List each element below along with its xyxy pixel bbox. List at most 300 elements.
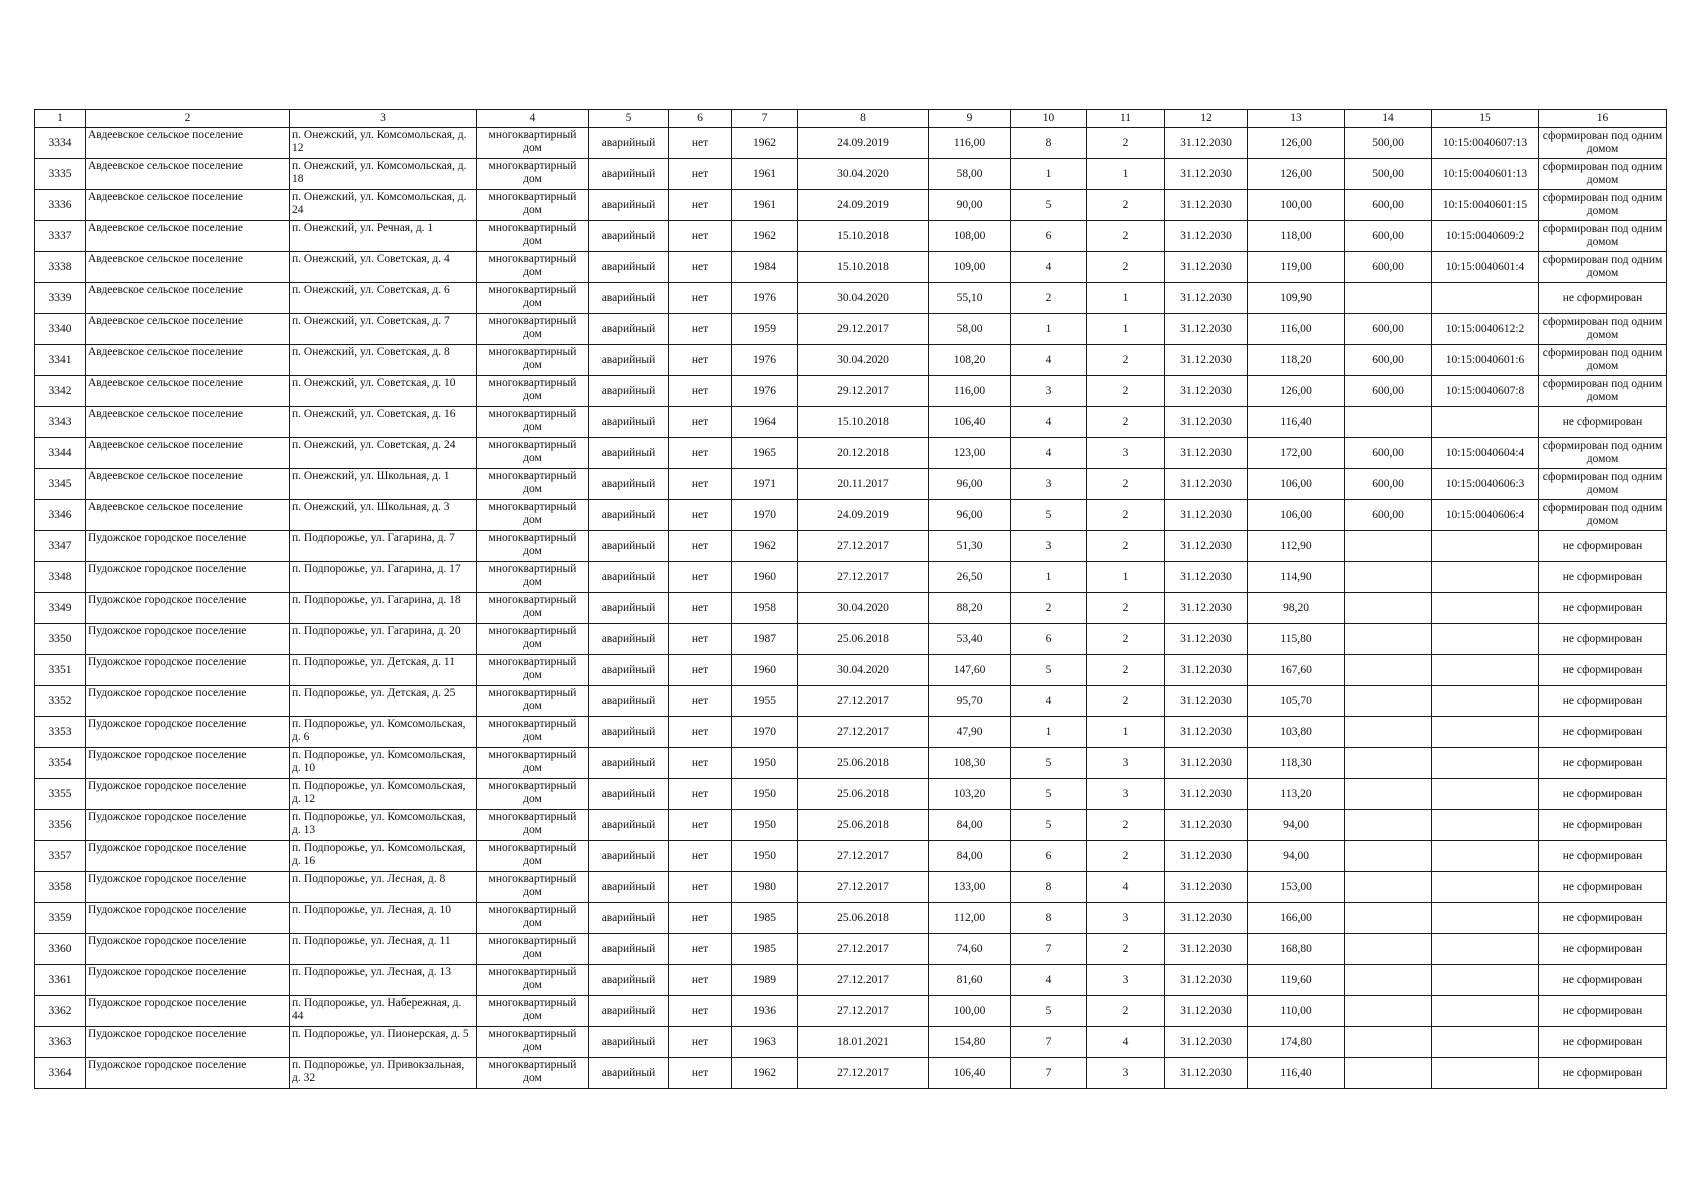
cell-build-year: 1976: [732, 283, 798, 314]
cell-residents-count: 5: [1011, 500, 1087, 531]
cell-settlement: Авдеевское сельское поселение: [86, 252, 290, 283]
cell-row-number: 3342: [35, 376, 86, 407]
cell-relocation-flag: нет: [669, 376, 732, 407]
cell-settlement: Авдеевское сельское поселение: [86, 438, 290, 469]
column-header-4: 4: [477, 110, 589, 128]
cell-total-area: 106,40: [929, 407, 1011, 438]
table-row: [35, 345, 1667, 376]
cell-deadline-date: 31.12.2030: [1165, 996, 1248, 1027]
cell-land-plot-area: [1345, 624, 1432, 655]
cell-cadastral-number: [1432, 748, 1539, 779]
cell-building-type: многоквартирный дом: [477, 314, 589, 345]
cell-building-type: многоквартирный дом: [477, 841, 589, 872]
cell-build-year: 1959: [732, 314, 798, 345]
table-row: [35, 934, 1667, 965]
cell-deadline-date: 31.12.2030: [1165, 562, 1248, 593]
cell-condition: аварийный: [589, 965, 669, 996]
cell-residents-count: 8: [1011, 872, 1087, 903]
cell-total-area: 53,40: [929, 624, 1011, 655]
cell-settlement: Пудожское городское поселение: [86, 1058, 290, 1089]
cell-row-number: 3351: [35, 655, 86, 686]
cell-build-year: 1976: [732, 345, 798, 376]
cell-recognition-date: 20.11.2017: [798, 469, 929, 500]
cell-row-number: 3363: [35, 1027, 86, 1058]
column-header-16: 16: [1539, 110, 1667, 128]
cell-condition: аварийный: [589, 872, 669, 903]
cell-land-status: сформирован под одним домом: [1539, 190, 1667, 221]
table-row: [35, 407, 1667, 438]
cell-build-year: 1950: [732, 841, 798, 872]
cell-total-area: 47,90: [929, 717, 1011, 748]
cell-address: п. Подпорожье, ул. Комсомольская, д. 6: [290, 717, 477, 748]
cell-land-plot-area: 600,00: [1345, 314, 1432, 345]
cell-apartments-count: 4: [1087, 1027, 1165, 1058]
cell-building-type: многоквартирный дом: [477, 190, 589, 221]
cell-condition: аварийный: [589, 159, 669, 190]
cell-recognition-date: 27.12.2017: [798, 934, 929, 965]
cell-recognition-date: 30.04.2020: [798, 593, 929, 624]
table-row: [35, 531, 1667, 562]
table-row: [35, 438, 1667, 469]
cell-condition: аварийный: [589, 1058, 669, 1089]
cell-row-number: 3353: [35, 717, 86, 748]
cell-relocation-flag: нет: [669, 872, 732, 903]
cell-row-number: 3338: [35, 252, 86, 283]
cell-address: п. Подпорожье, ул. Гагарина, д. 7: [290, 531, 477, 562]
cell-apartments-count: 2: [1087, 593, 1165, 624]
cell-row-number: 3336: [35, 190, 86, 221]
cell-condition: аварийный: [589, 252, 669, 283]
cell-row-number: 3335: [35, 159, 86, 190]
cell-building-type: многоквартирный дом: [477, 965, 589, 996]
cell-row-number: 3356: [35, 810, 86, 841]
column-header-7: 7: [732, 110, 798, 128]
cell-deadline-date: 31.12.2030: [1165, 500, 1248, 531]
cell-relocation-flag: нет: [669, 1058, 732, 1089]
cell-address: п. Онежский, ул. Советская, д. 16: [290, 407, 477, 438]
cell-building-type: многоквартирный дом: [477, 345, 589, 376]
cell-building-type: многоквартирный дом: [477, 686, 589, 717]
cell-condition: аварийный: [589, 655, 669, 686]
cell-land-status: сформирован под одним домом: [1539, 500, 1667, 531]
cell-apartments-count: 3: [1087, 748, 1165, 779]
cell-deadline-date: 31.12.2030: [1165, 407, 1248, 438]
cell-land-status: сформирован под одним домом: [1539, 438, 1667, 469]
cell-build-year: 1970: [732, 717, 798, 748]
cell-address: п. Подпорожье, ул. Лесная, д. 10: [290, 903, 477, 934]
cell-row-number: 3358: [35, 872, 86, 903]
cell-land-area: 94,00: [1248, 841, 1345, 872]
cell-cadastral-number: [1432, 965, 1539, 996]
cell-cadastral-number: 10:15:0040601:15: [1432, 190, 1539, 221]
cell-build-year: 1962: [732, 1058, 798, 1089]
table-row: [35, 190, 1667, 221]
cell-cadastral-number: 10:15:0040601:13: [1432, 159, 1539, 190]
table-row: [35, 1027, 1667, 1058]
cell-address: п. Подпорожье, ул. Комсомольская, д. 16: [290, 841, 477, 872]
cell-land-plot-area: [1345, 748, 1432, 779]
cell-residents-count: 7: [1011, 934, 1087, 965]
cell-building-type: многоквартирный дом: [477, 1027, 589, 1058]
cell-total-area: 116,00: [929, 128, 1011, 159]
cell-land-status: не сформирован: [1539, 407, 1667, 438]
cell-condition: аварийный: [589, 438, 669, 469]
cell-land-status: не сформирован: [1539, 283, 1667, 314]
cell-address: п. Онежский, ул. Советская, д. 7: [290, 314, 477, 345]
cell-address: п. Онежский, ул. Советская, д. 24: [290, 438, 477, 469]
cell-relocation-flag: нет: [669, 345, 732, 376]
cell-cadastral-number: [1432, 593, 1539, 624]
cell-cadastral-number: [1432, 996, 1539, 1027]
cell-land-status: не сформирован: [1539, 841, 1667, 872]
cell-land-plot-area: [1345, 810, 1432, 841]
cell-residents-count: 7: [1011, 1058, 1087, 1089]
cell-address: п. Онежский, ул. Комсомольская, д. 12: [290, 128, 477, 159]
cell-condition: аварийный: [589, 841, 669, 872]
table-row: [35, 841, 1667, 872]
table-row: [35, 376, 1667, 407]
cell-row-number: 3350: [35, 624, 86, 655]
cell-relocation-flag: нет: [669, 252, 732, 283]
cell-relocation-flag: нет: [669, 531, 732, 562]
cell-address: п. Подпорожье, ул. Пионерская, д. 5: [290, 1027, 477, 1058]
cell-settlement: Пудожское городское поселение: [86, 934, 290, 965]
cell-recognition-date: 30.04.2020: [798, 655, 929, 686]
cell-residents-count: 5: [1011, 810, 1087, 841]
cell-land-area: 110,00: [1248, 996, 1345, 1027]
cell-deadline-date: 31.12.2030: [1165, 1058, 1248, 1089]
cell-land-area: 166,00: [1248, 903, 1345, 934]
cell-address: п. Подпорожье, ул. Набережная, д. 44: [290, 996, 477, 1027]
cell-residents-count: 2: [1011, 593, 1087, 624]
cell-total-area: 88,20: [929, 593, 1011, 624]
cell-land-status: сформирован под одним домом: [1539, 376, 1667, 407]
cell-land-plot-area: [1345, 655, 1432, 686]
cell-build-year: 1970: [732, 500, 798, 531]
cell-land-plot-area: 500,00: [1345, 128, 1432, 159]
cell-land-area: 105,70: [1248, 686, 1345, 717]
cell-row-number: 3337: [35, 221, 86, 252]
cell-condition: аварийный: [589, 748, 669, 779]
cell-land-area: 106,00: [1248, 469, 1345, 500]
cell-deadline-date: 31.12.2030: [1165, 221, 1248, 252]
table-row: [35, 965, 1667, 996]
column-header-11: 11: [1087, 110, 1165, 128]
cell-recognition-date: 15.10.2018: [798, 407, 929, 438]
cell-row-number: 3359: [35, 903, 86, 934]
cell-residents-count: 8: [1011, 128, 1087, 159]
cell-residents-count: 5: [1011, 996, 1087, 1027]
cell-recognition-date: 30.04.2020: [798, 283, 929, 314]
cell-residents-count: 4: [1011, 686, 1087, 717]
cell-build-year: 1958: [732, 593, 798, 624]
cell-total-area: 154,80: [929, 1027, 1011, 1058]
cell-recognition-date: 25.06.2018: [798, 779, 929, 810]
table-row: [35, 748, 1667, 779]
table-row: [35, 500, 1667, 531]
cell-build-year: 1962: [732, 128, 798, 159]
cell-cadastral-number: [1432, 655, 1539, 686]
cell-row-number: 3339: [35, 283, 86, 314]
cell-apartments-count: 3: [1087, 779, 1165, 810]
cell-building-type: многоквартирный дом: [477, 128, 589, 159]
cell-settlement: Пудожское городское поселение: [86, 810, 290, 841]
cell-residents-count: 6: [1011, 841, 1087, 872]
cell-apartments-count: 2: [1087, 841, 1165, 872]
cell-land-plot-area: [1345, 593, 1432, 624]
cell-total-area: 96,00: [929, 500, 1011, 531]
cell-land-plot-area: [1345, 562, 1432, 593]
cell-apartments-count: 3: [1087, 1058, 1165, 1089]
cell-recognition-date: 27.12.2017: [798, 996, 929, 1027]
cell-settlement: Авдеевское сельское поселение: [86, 159, 290, 190]
cell-relocation-flag: нет: [669, 810, 732, 841]
cell-cadastral-number: 10:15:0040606:3: [1432, 469, 1539, 500]
cell-land-plot-area: [1345, 934, 1432, 965]
cell-address: п. Подпорожье, ул. Лесная, д. 11: [290, 934, 477, 965]
cell-land-area: 153,00: [1248, 872, 1345, 903]
cell-deadline-date: 31.12.2030: [1165, 345, 1248, 376]
table-row: [35, 624, 1667, 655]
table-row: [35, 314, 1667, 345]
cell-total-area: 112,00: [929, 903, 1011, 934]
cell-settlement: Авдеевское сельское поселение: [86, 283, 290, 314]
cell-row-number: 3334: [35, 128, 86, 159]
cell-apartments-count: 1: [1087, 159, 1165, 190]
cell-building-type: многоквартирный дом: [477, 562, 589, 593]
cell-build-year: 1963: [732, 1027, 798, 1058]
cell-cadastral-number: 10:15:0040601:6: [1432, 345, 1539, 376]
cell-land-area: 100,00: [1248, 190, 1345, 221]
cell-condition: аварийный: [589, 283, 669, 314]
cell-land-status: не сформирован: [1539, 779, 1667, 810]
cell-deadline-date: 31.12.2030: [1165, 841, 1248, 872]
cell-address: п. Подпорожье, ул. Лесная, д. 8: [290, 872, 477, 903]
cell-residents-count: 5: [1011, 655, 1087, 686]
cell-recognition-date: 27.12.2017: [798, 717, 929, 748]
cell-condition: аварийный: [589, 934, 669, 965]
column-header-3: 3: [290, 110, 477, 128]
cell-land-plot-area: 600,00: [1345, 376, 1432, 407]
cell-relocation-flag: нет: [669, 686, 732, 717]
cell-total-area: 90,00: [929, 190, 1011, 221]
table-row: [35, 593, 1667, 624]
cell-land-plot-area: 500,00: [1345, 159, 1432, 190]
cell-apartments-count: 2: [1087, 469, 1165, 500]
cell-build-year: 1965: [732, 438, 798, 469]
cell-land-plot-area: [1345, 283, 1432, 314]
cell-recognition-date: 24.09.2019: [798, 190, 929, 221]
cell-condition: аварийный: [589, 128, 669, 159]
cell-land-status: не сформирован: [1539, 810, 1667, 841]
cell-apartments-count: 2: [1087, 345, 1165, 376]
cell-residents-count: 5: [1011, 190, 1087, 221]
cell-settlement: Авдеевское сельское поселение: [86, 407, 290, 438]
cell-relocation-flag: нет: [669, 500, 732, 531]
cell-total-area: 147,60: [929, 655, 1011, 686]
cell-deadline-date: 31.12.2030: [1165, 159, 1248, 190]
cell-residents-count: 4: [1011, 345, 1087, 376]
cell-condition: аварийный: [589, 221, 669, 252]
cell-recognition-date: 25.06.2018: [798, 748, 929, 779]
table-row: [35, 717, 1667, 748]
cell-row-number: 3341: [35, 345, 86, 376]
cell-deadline-date: 31.12.2030: [1165, 810, 1248, 841]
cell-land-area: 167,60: [1248, 655, 1345, 686]
cell-total-area: 100,00: [929, 996, 1011, 1027]
cell-residents-count: 3: [1011, 376, 1087, 407]
cell-relocation-flag: нет: [669, 841, 732, 872]
cell-cadastral-number: [1432, 407, 1539, 438]
cell-build-year: 1950: [732, 779, 798, 810]
cell-land-status: не сформирован: [1539, 996, 1667, 1027]
cell-total-area: 74,60: [929, 934, 1011, 965]
cell-apartments-count: 2: [1087, 407, 1165, 438]
cell-build-year: 1964: [732, 407, 798, 438]
table-row: [35, 1058, 1667, 1089]
cell-land-plot-area: [1345, 841, 1432, 872]
cell-residents-count: 1: [1011, 562, 1087, 593]
cell-deadline-date: 31.12.2030: [1165, 190, 1248, 221]
cell-land-status: сформирован под одним домом: [1539, 314, 1667, 345]
cell-address: п. Онежский, ул. Речная, д. 1: [290, 221, 477, 252]
cell-settlement: Авдеевское сельское поселение: [86, 128, 290, 159]
table-row: [35, 128, 1667, 159]
cell-land-plot-area: [1345, 872, 1432, 903]
cell-apartments-count: 2: [1087, 376, 1165, 407]
table-row: [35, 159, 1667, 190]
cell-address: п. Подпорожье, ул. Привокзальная, д. 32: [290, 1058, 477, 1089]
cell-condition: аварийный: [589, 190, 669, 221]
cell-land-area: 126,00: [1248, 128, 1345, 159]
cell-build-year: 1985: [732, 934, 798, 965]
cell-build-year: 1962: [732, 221, 798, 252]
table-row: [35, 469, 1667, 500]
cell-recognition-date: 27.12.2017: [798, 686, 929, 717]
cell-land-plot-area: [1345, 1058, 1432, 1089]
cell-recognition-date: 27.12.2017: [798, 841, 929, 872]
cell-address: п. Подпорожье, ул. Комсомольская, д. 10: [290, 748, 477, 779]
cell-settlement: Пудожское городское поселение: [86, 903, 290, 934]
cell-relocation-flag: нет: [669, 190, 732, 221]
cell-land-area: 112,90: [1248, 531, 1345, 562]
cell-address: п. Подпорожье, ул. Комсомольская, д. 12: [290, 779, 477, 810]
cell-apartments-count: 3: [1087, 903, 1165, 934]
cell-apartments-count: 3: [1087, 438, 1165, 469]
cell-building-type: многоквартирный дом: [477, 531, 589, 562]
cell-build-year: 1971: [732, 469, 798, 500]
cell-settlement: Пудожское городское поселение: [86, 686, 290, 717]
cell-building-type: многоквартирный дом: [477, 407, 589, 438]
cell-total-area: 106,40: [929, 1058, 1011, 1089]
cell-land-status: не сформирован: [1539, 624, 1667, 655]
cell-land-status: не сформирован: [1539, 965, 1667, 996]
cell-row-number: 3355: [35, 779, 86, 810]
cell-cadastral-number: [1432, 779, 1539, 810]
column-header-14: 14: [1345, 110, 1432, 128]
cell-cadastral-number: [1432, 1027, 1539, 1058]
cell-land-status: сформирован под одним домом: [1539, 345, 1667, 376]
cell-condition: аварийный: [589, 1027, 669, 1058]
cell-land-area: 119,00: [1248, 252, 1345, 283]
cell-total-area: 84,00: [929, 841, 1011, 872]
cell-building-type: многоквартирный дом: [477, 655, 589, 686]
cell-building-type: многоквартирный дом: [477, 593, 589, 624]
cell-cadastral-number: 10:15:0040601:4: [1432, 252, 1539, 283]
cell-residents-count: 1: [1011, 717, 1087, 748]
cell-recognition-date: 24.09.2019: [798, 500, 929, 531]
cell-condition: аварийный: [589, 717, 669, 748]
cell-condition: аварийный: [589, 779, 669, 810]
table-row: [35, 872, 1667, 903]
column-header-12: 12: [1165, 110, 1248, 128]
cell-address: п. Онежский, ул. Комсомольская, д. 18: [290, 159, 477, 190]
cell-land-plot-area: 600,00: [1345, 252, 1432, 283]
cell-row-number: 3348: [35, 562, 86, 593]
cell-land-area: 116,00: [1248, 314, 1345, 345]
cell-row-number: 3349: [35, 593, 86, 624]
cell-building-type: многоквартирный дом: [477, 376, 589, 407]
cell-build-year: 1950: [732, 748, 798, 779]
cell-build-year: 1960: [732, 655, 798, 686]
cell-address: п. Онежский, ул. Советская, д. 6: [290, 283, 477, 314]
cell-cadastral-number: [1432, 841, 1539, 872]
cell-residents-count: 4: [1011, 965, 1087, 996]
cell-land-area: 119,60: [1248, 965, 1345, 996]
cell-recognition-date: 25.06.2018: [798, 624, 929, 655]
cell-recognition-date: 24.09.2019: [798, 128, 929, 159]
cell-address: п. Подпорожье, ул. Комсомольская, д. 13: [290, 810, 477, 841]
cell-build-year: 1961: [732, 190, 798, 221]
cell-deadline-date: 31.12.2030: [1165, 655, 1248, 686]
table-row: [35, 252, 1667, 283]
cell-settlement: Пудожское городское поселение: [86, 872, 290, 903]
cell-total-area: 26,50: [929, 562, 1011, 593]
cell-total-area: 96,00: [929, 469, 1011, 500]
cell-settlement: Пудожское городское поселение: [86, 748, 290, 779]
cell-relocation-flag: нет: [669, 996, 732, 1027]
cell-deadline-date: 31.12.2030: [1165, 128, 1248, 159]
table-row: [35, 903, 1667, 934]
cell-row-number: 3347: [35, 531, 86, 562]
cell-apartments-count: 2: [1087, 190, 1165, 221]
cell-build-year: 1984: [732, 252, 798, 283]
cell-building-type: многоквартирный дом: [477, 1058, 589, 1089]
cell-row-number: 3364: [35, 1058, 86, 1089]
cell-settlement: Авдеевское сельское поселение: [86, 221, 290, 252]
cell-address: п. Онежский, ул. Школьная, д. 3: [290, 500, 477, 531]
cell-apartments-count: 2: [1087, 810, 1165, 841]
cell-land-plot-area: [1345, 903, 1432, 934]
cell-condition: аварийный: [589, 345, 669, 376]
cell-apartments-count: 2: [1087, 252, 1165, 283]
cell-apartments-count: 2: [1087, 655, 1165, 686]
cell-building-type: многоквартирный дом: [477, 624, 589, 655]
cell-apartments-count: 1: [1087, 717, 1165, 748]
cell-condition: аварийный: [589, 531, 669, 562]
cell-land-area: 172,00: [1248, 438, 1345, 469]
cell-land-area: 114,90: [1248, 562, 1345, 593]
cell-land-plot-area: 600,00: [1345, 221, 1432, 252]
cell-recognition-date: 29.12.2017: [798, 314, 929, 345]
cell-build-year: 1987: [732, 624, 798, 655]
cell-recognition-date: 30.04.2020: [798, 345, 929, 376]
cell-land-status: не сформирован: [1539, 934, 1667, 965]
cell-address: п. Подпорожье, ул. Детская, д. 25: [290, 686, 477, 717]
cell-building-type: многоквартирный дом: [477, 438, 589, 469]
cell-residents-count: 6: [1011, 624, 1087, 655]
cell-total-area: 51,30: [929, 531, 1011, 562]
